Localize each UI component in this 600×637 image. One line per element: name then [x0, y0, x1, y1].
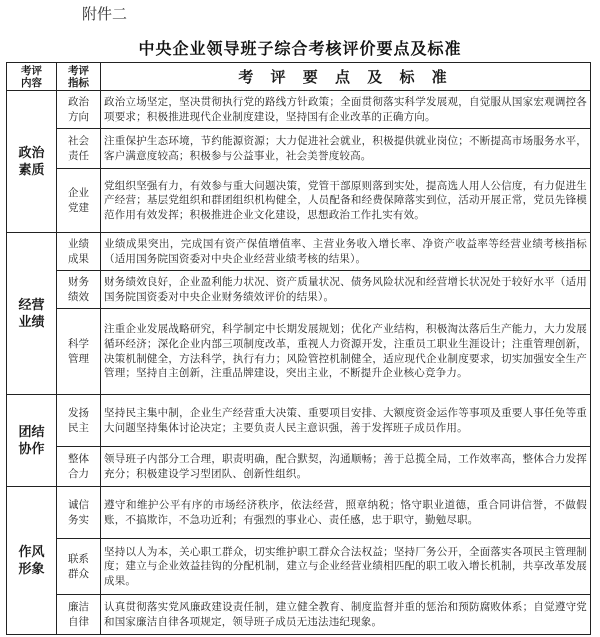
standard-text: 业绩成果突出，完成国有资产保值增值率、主营业务收入增长率、净资产收益率等经营业绩考核指标（适用国务院国资委对中央企业经营业绩考核的结果）。 — [101, 233, 591, 271]
indicator-cell: 联系 群众 — [57, 539, 101, 595]
table-row — [7, 91, 591, 129]
table-row — [7, 595, 591, 635]
header-indicator: 考评 指标 — [57, 63, 101, 91]
document-title: 中央企业领导班子综合考核评价要点及标准 — [138, 39, 462, 58]
table-row — [7, 539, 591, 595]
indicator-cell: 科学 管理 — [57, 309, 101, 395]
standard-text: 认真贯彻落实党风廉政建设责任制，建立健全教育、制度监督并重的惩治和预防腐败体系；自觉遵守党和国家廉洁自律各项规定，领导班子成员无违法违纪现象。 — [101, 595, 591, 635]
indicator-cell: 社会 责任 — [57, 129, 101, 169]
indicator-cell: 财务 绩效 — [57, 271, 101, 309]
header-standards: 考 评 要 点 及 标 准 — [101, 63, 591, 91]
indicator-cell: 企业 党建 — [57, 169, 101, 233]
standard-text: 政治立场坚定，坚决贯彻执行党的路线方针政策；全面贯彻落实科学发展观，自觉服从国家宏观调控各项要求；积极推进现代企业制度建设，坚持国有企业改革的正确方向。 — [101, 91, 591, 129]
header-content: 考评 内容 — [7, 63, 57, 91]
indicator-cell: 发扬 民主 — [57, 395, 101, 447]
standard-text: 坚持以人为本，关心职工群众，切实维护职工群众合法权益；坚持厂务公开，全面落实各项民主管理制度；建立与企业效益挂钩的分配机制，建立与企业经营业绩相匹配的职工收入增长机制，共享改革发展成果。 — [101, 539, 591, 595]
table-row — [7, 169, 591, 233]
table-row — [7, 129, 591, 169]
category-cell: 政治 素质 — [7, 91, 57, 233]
indicator-cell: 整体 合力 — [57, 447, 101, 487]
category-cell: 作风 形象 — [7, 487, 57, 635]
table-row — [7, 271, 591, 309]
standard-text: 财务绩效良好，企业盈利能力状况、资产质量状况、债务风险状况和经营增长状况处于较好水平（适用国务院国资委对中央企业财务绩效评价的结果）。 — [101, 271, 591, 309]
table-row — [7, 447, 591, 487]
table-row — [7, 309, 591, 395]
table-header-row — [7, 63, 591, 91]
category-cell: 团结 协作 — [7, 395, 57, 487]
indicator-cell: 业绩 成果 — [57, 233, 101, 271]
table-row — [7, 487, 591, 539]
indicator-cell: 诚信 务实 — [57, 487, 101, 539]
standard-text: 坚持民主集中制，企业生产经营重大决策、重要项目安排、大额度资金运作等事项及重要人事任免等重大问题坚持集体讨论决定；主要负责人民主意识强，善于发挥班子成员作用。 — [101, 395, 591, 447]
standard-text: 领导班子内部分工合理，职责明确，配合默契，沟通顺畅；善于总揽全局，工作效率高，整体合力发挥充分；积极建设学习型团队、创新性组织。 — [101, 447, 591, 487]
standard-text: 遵守和维护公平有序的市场经济秩序，依法经营，照章纳税；恪守职业道德，重合同讲信誉，不做假账，不搞欺诈，不急功近利；有强烈的事业心、责任感，忠于职守，勤勉尽职。 — [101, 487, 591, 539]
table-row — [7, 233, 591, 271]
indicator-cell: 政治 方向 — [57, 91, 101, 129]
standard-text: 党组织坚强有力，有效参与重大问题决策，党管干部原则落到实处，提高选人用人公信度，有力促进生产经营；基层党组织和群团组织机构健全，人员配备和经费保障落实到位，活动开展正常，党员先锋模范作用有效发挥；积极推进企业文化建设，思想政治工作扎实有效。 — [101, 169, 591, 233]
evaluation-table — [6, 62, 591, 635]
standard-text: 注重保护生态环境，节约能源资源；大力促进社会就业，积极提供就业岗位；不断提高市场服务水平，客户满意度较高；积极参与公益事业，社会美誉度较高。 — [101, 129, 591, 169]
indicator-cell: 廉洁 自律 — [57, 595, 101, 635]
category-cell: 经营 业绩 — [7, 233, 57, 395]
standard-text: 注重企业发展战略研究，科学制定中长期发展规划；优化产业结构，积极淘汰落后生产能力，大力发展循环经济；深化企业内部三项制度改革，重视人力资源开发，注重员工职业生涯设计；注重管理创新，决策机制健全，方法科学，执行有力；风险管控机制健全，适应现代企业制度要求，切实加强安全生产管理；坚持自主创新，注重品牌建设，突出主业，不断提升企业核心竞争力。 — [101, 309, 591, 395]
attachment-label: 附件二 — [82, 5, 128, 23]
table-row — [7, 395, 591, 447]
